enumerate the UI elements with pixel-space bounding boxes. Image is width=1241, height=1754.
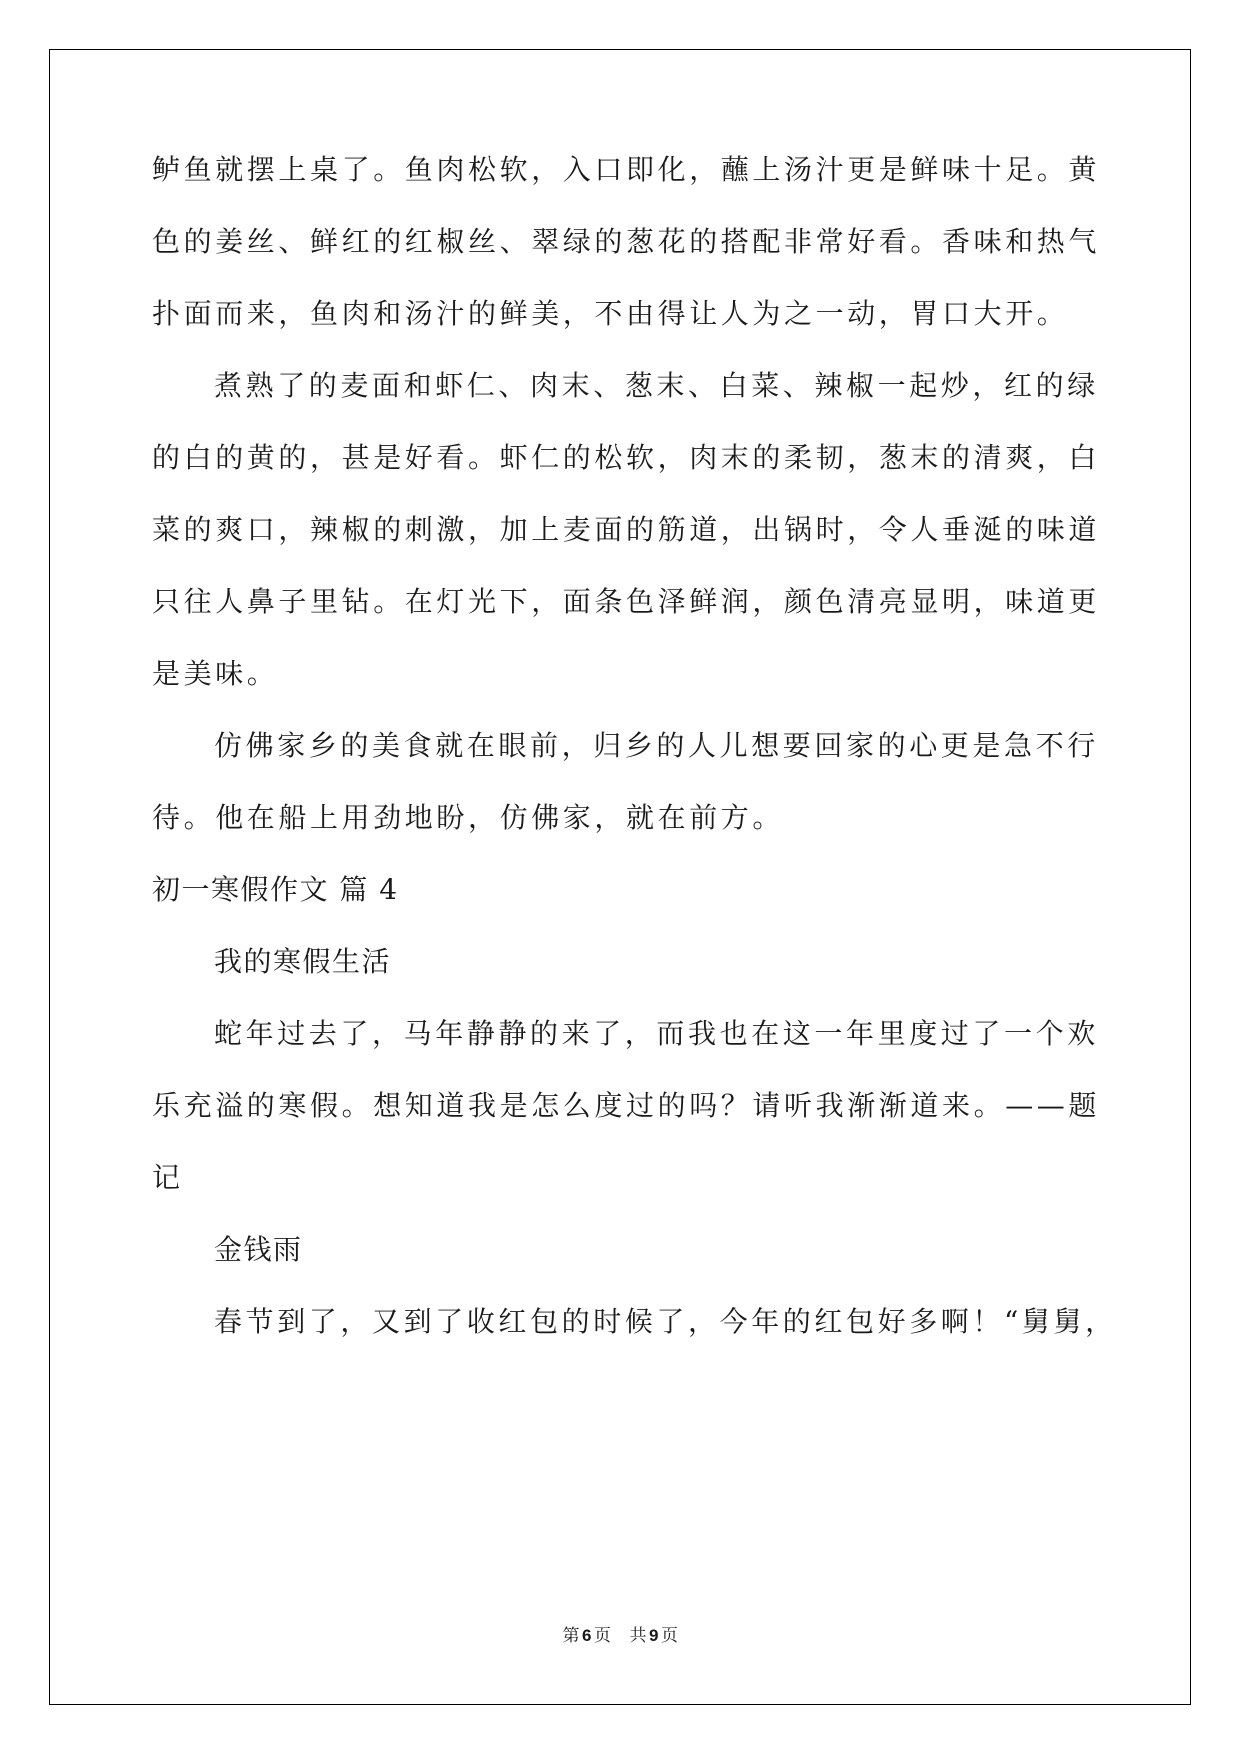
text-line: 蛇年过去了，马年静静的来了，而我也在这一年里度过了一个欢 — [214, 1017, 1099, 1050]
text-line: 记 — [152, 1161, 184, 1194]
text-line: 仿佛家乡的美食就在眼前，归乡的人儿想要回家的心更是急不行 — [214, 729, 1099, 762]
text-line: 煮熟了的麦面和虾仁、肉末、葱末、白菜、辣椒一起炒，红的绿 — [214, 369, 1099, 402]
subsection-title: 金钱雨 — [214, 1233, 303, 1266]
page-total: 9 — [649, 1626, 659, 1645]
page-footer — [0, 1624, 1241, 1648]
text-line: 菜的爽口，辣椒的刺激，加上麦面的筋道，出锅时，令人垂涎的味道 — [152, 513, 1101, 546]
text-line: 是美味。 — [152, 657, 279, 690]
text-line: 鲈鱼就摆上桌了。鱼肉松软，入口即化，蘸上汤汁更是鲜味十足。黄 — [152, 153, 1101, 186]
text-line: 扑面而来，鱼肉和汤汁的鲜美，不由得让人为之一动，胃口大开。 — [152, 297, 1069, 330]
total-prefix: 共 — [629, 1626, 647, 1646]
section-heading: 初一寒假作文 篇 4 — [152, 873, 399, 906]
page-current: 6 — [582, 1626, 592, 1645]
page-prefix: 第 — [562, 1626, 581, 1646]
page-unit: 页 — [594, 1626, 612, 1646]
essay-title: 我的寒假生活 — [214, 945, 392, 978]
text-line: 色的姜丝、鲜红的红椒丝、翠绿的葱花的搭配非常好看。香味和热气 — [152, 225, 1101, 258]
text-line: 的白的黄的，甚是好看。虾仁的松软，肉末的柔韧，葱末的清爽，白 — [152, 441, 1101, 474]
text-line: 待。他在船上用劲地盼，仿佛家，就在前方。 — [152, 801, 785, 834]
text-line: 乐充溢的寒假。想知道我是怎么度过的吗？请听我渐渐道来。——题 — [152, 1089, 1101, 1122]
text-line: 只往人鼻子里钻。在灯光下，面条色泽鲜润，颜色清亮显明，味道更 — [152, 585, 1101, 618]
text-line: 春节到了，又到了收红包的时候了，今年的红包好多啊！“舅舅， — [214, 1305, 1117, 1338]
total-unit: 页 — [660, 1626, 679, 1646]
